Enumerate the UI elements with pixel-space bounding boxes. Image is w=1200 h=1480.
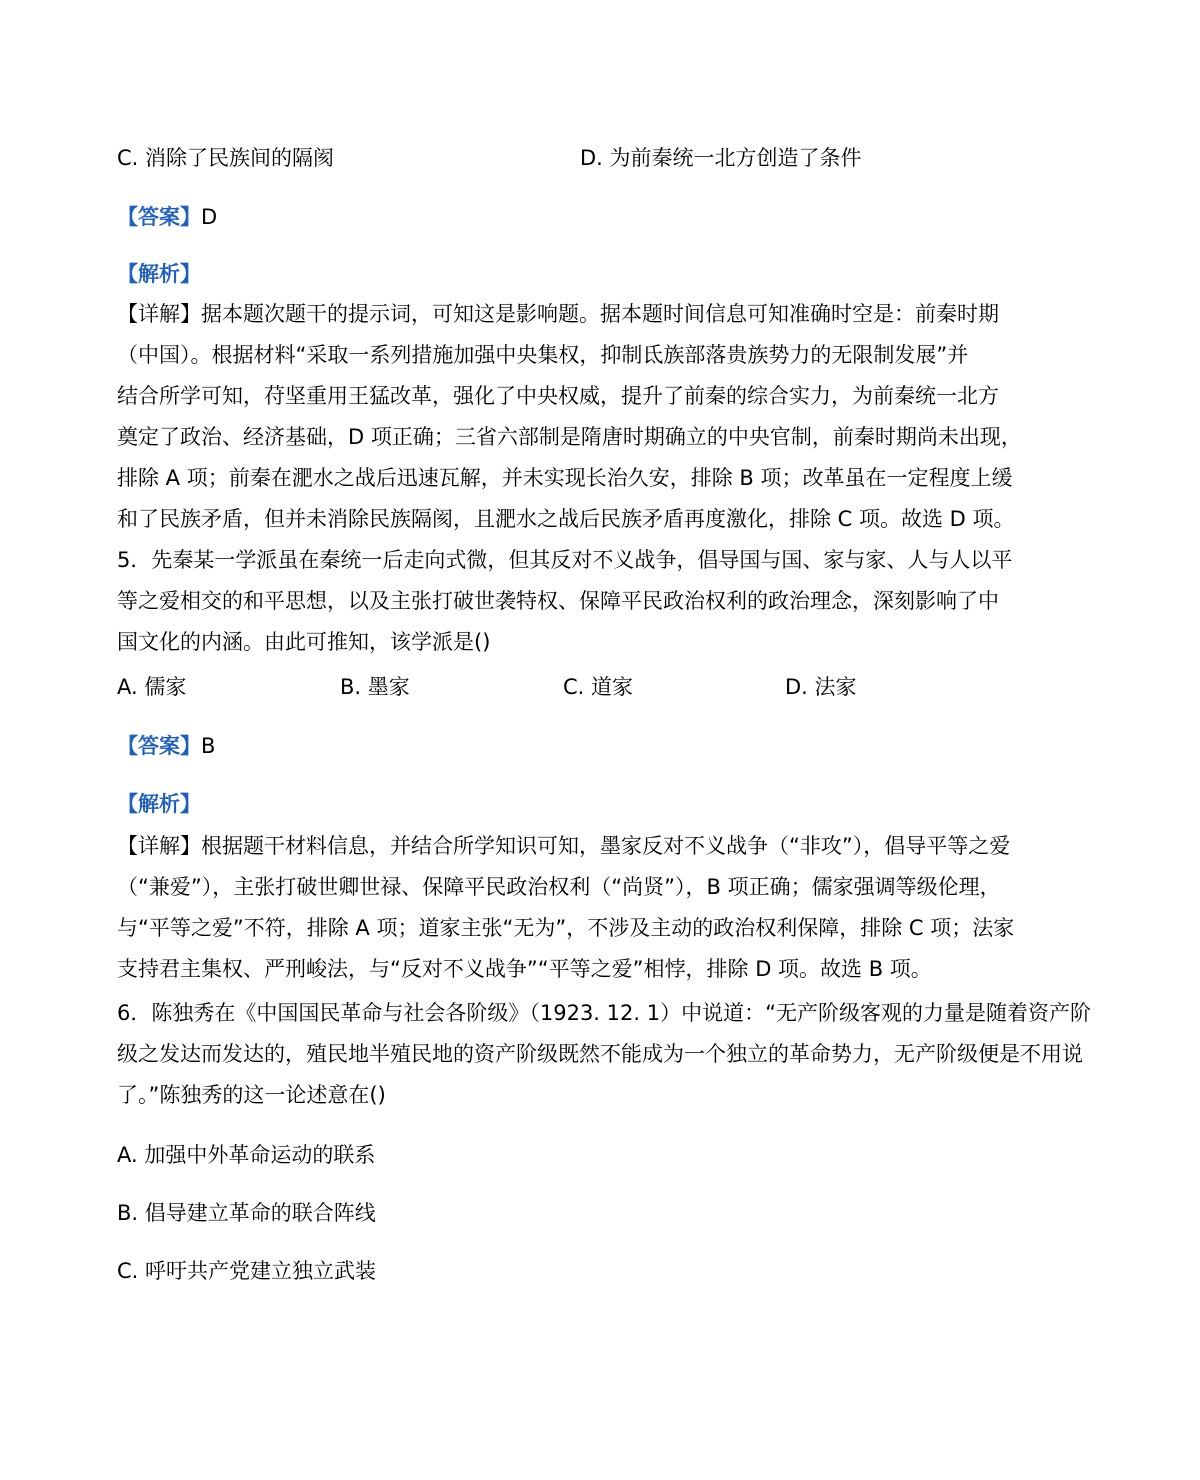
option-d: D. 为前秦统一北方创造了条件: [580, 146, 862, 170]
answer-value: B: [201, 734, 216, 758]
question-stem: [117, 540, 1012, 663]
detail-line: 【详解】据本题次题干的提示词，可知这是影响题。据本题时间信息可知准确时空是：前秦时期: [117, 302, 999, 326]
analysis-label: 【解析】: [117, 792, 201, 816]
analysis-detail: [117, 826, 1014, 990]
detail-line: 【详解】根据题干材料信息，并结合所学知识可知，墨家反对不义战争（“非攻”），倡导平等之爱: [117, 834, 1011, 858]
option-b: B. 倡导建立革命的联合阵线: [117, 1201, 376, 1225]
option-c: C. 道家: [563, 675, 634, 699]
stem-line: 5．先秦某一学派虽在秦统一后走向式微，但其反对不义战争，倡导国与国、家与家、人与人以平: [117, 548, 1013, 572]
answer-label: 【答案】: [117, 734, 201, 758]
answer-value: D: [201, 205, 218, 229]
stem-line: 6．陈独秀在《中国国民革命与社会各阶级》（1923. 12. 1）中说道：“无产阶级客观的力量是随着资产阶: [117, 1001, 1091, 1025]
detail-line: 和了民族矛盾，但并未消除民族隔阂，且淝水之战后民族矛盾再度激化，排除 C 项。故选 D 项。: [117, 507, 1015, 531]
option-a: A. 儒家: [117, 675, 187, 699]
answer-label: 【答案】: [117, 205, 201, 229]
option-a: A. 加强中外革命运动的联系: [117, 1143, 376, 1167]
analysis-detail: [117, 294, 1022, 540]
detail-line: 奠定了政治、经济基础，D 项正确；三省六部制是隋唐时期确立的中央官制，前秦时期尚未出现，: [117, 425, 1022, 449]
option-c: C. 消除了民族间的隔阂: [117, 146, 335, 170]
option-d: D. 法家: [785, 675, 857, 699]
detail-line: 结合所学可知，苻坚重用王猛改革，强化了中央权威，提升了前秦的综合实力，为前秦统一北方: [117, 384, 999, 408]
stem-line: 级之发达而发达的，殖民地半殖民地的资产阶级既然不能成为一个独立的革命势力，无产阶级便是不用说: [117, 1042, 1083, 1066]
detail-line: 与“平等之爱”不符，排除 A 项；道家主张“无为”，不涉及主动的政治权利保障，排除 C 项；法家: [117, 916, 1015, 940]
stem-line: 了。”陈独秀的这一论述意在(): [117, 1083, 386, 1107]
detail-line: （“兼爱”），主张打破世卿世禄、保障平民政治权利（“尚贤”），B 项正确；儒家强调等级伦理，: [117, 875, 1001, 899]
analysis-label: 【解析】: [117, 262, 201, 286]
stem-line: 等之爱相交的和平思想，以及主张打破世袭特权、保障平民政治权利的政治理念，深刻影响了中: [117, 589, 999, 613]
question-stem: [117, 993, 1091, 1116]
detail-line: 排除 A 项；前秦在淝水之战后迅速瓦解，并未实现长治久安，排除 B 项；改革虽在一定程度上缓: [117, 466, 1013, 490]
answer-row: [117, 731, 215, 761]
option-b: B. 墨家: [340, 675, 410, 699]
answer-row: [117, 202, 217, 232]
detail-line: 支持君主集权、严刑峻法，与“反对不义战争”“平等之爱”相悖，排除 D 项。故选 B 项。: [117, 957, 932, 981]
detail-line: （中国）。根据材料“采取一系列措施加强中央集权，抑制氐族部落贵族势力的无限制发展”并: [117, 343, 969, 367]
option-c: C. 呼吁共产党建立独立武装: [117, 1259, 377, 1283]
stem-line: 国文化的内涵。由此可推知，该学派是(): [117, 630, 491, 654]
